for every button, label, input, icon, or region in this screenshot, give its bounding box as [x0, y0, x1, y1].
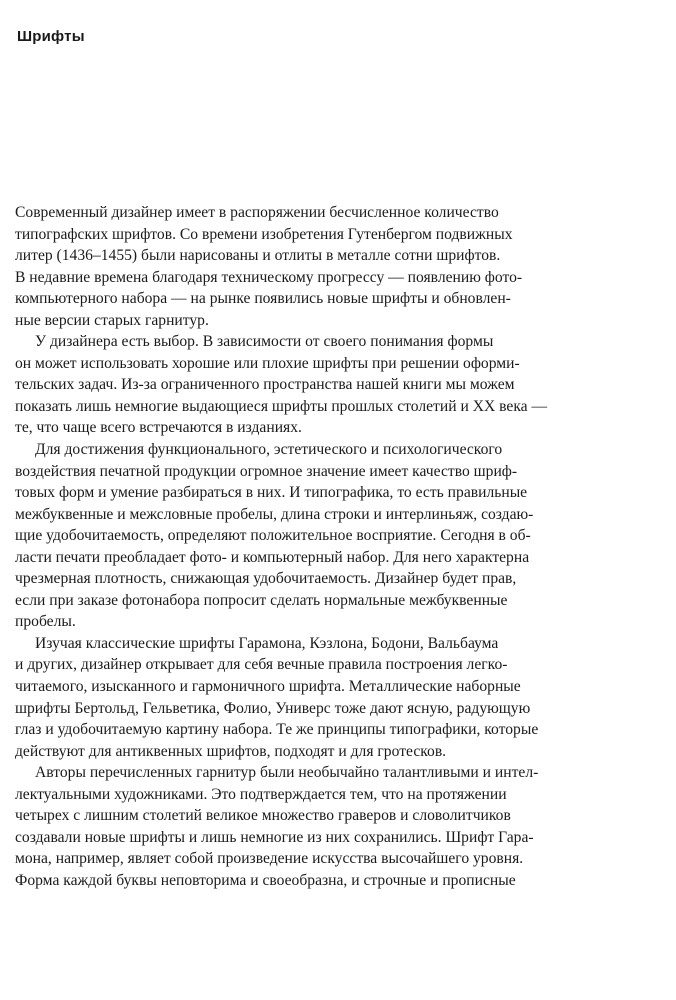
- text-line: литер (1436–1455) были нарисованы и отлиты в металле сотни шрифтов.: [15, 247, 501, 265]
- text-line: действуют для антиквенных шрифтов, подходят и для гротесков.: [15, 742, 447, 760]
- text-line: глаз и удобочитаемую картину набора. Те же принципы типографики, которые: [15, 721, 539, 739]
- text-line: Современный дизайнер имеет в распоряжении бесчисленное количество: [15, 204, 499, 221]
- text-line: типографских шрифтов. Со времени изобретения Гутенбергом подвижных: [15, 225, 513, 243]
- text-line: У дизайнера есть выбор. В зависимости от своего понимания формы: [35, 333, 494, 351]
- page-heading: Шрифты: [17, 28, 85, 45]
- text-line: показать лишь немногие выдающиеся шрифты прошлых столетий и XX века —: [15, 397, 548, 415]
- text-line: Для достижения функционального, эстетического и психологического: [35, 441, 503, 459]
- text-line: и других, дизайнер открывает для себя вечные правила построения легко-: [15, 656, 508, 674]
- text-line: межбуквенные и межсловные пробелы, длина строки и интерлиньяж, создаю-: [15, 505, 534, 523]
- text-line: читаемого, изысканного и гармоничного шрифта. Металлические наборные: [15, 678, 521, 696]
- text-line: создавали новые шрифты и лишь немногие из них сохранились. Шрифт Гара-: [15, 828, 534, 846]
- text-line: ласти печати преобладает фото- и компьютерный набор. Для него характерна: [15, 548, 530, 566]
- text-line: четырех с лишним столетий великое множество граверов и словолитчиков: [15, 807, 511, 825]
- text-line: товых форм и умение разбираться в них. И типографика, то есть правильные: [15, 484, 528, 502]
- text-line: Изучая классические шрифты Гарамона, Кэзлона, Бодони, Вальбаума: [35, 634, 499, 652]
- text-line: воздействия печатной продукции огромное значение имеет качество шриф-: [15, 462, 518, 480]
- paragraph: [15, 762, 655, 891]
- text-line: щие удобочитаемость, определяют положительное восприятие. Сегодня в об-: [15, 527, 531, 545]
- paragraph: [15, 331, 655, 439]
- text-line: шрифты Бертольд, Гельветика, Фолио, Универс тоже дают ясную, радующую: [15, 699, 531, 717]
- text-line: те, что чаще всего встречаются в изданиях.: [15, 419, 302, 437]
- text-line: он может использовать хорошие или плохие шрифты при решении оформи-: [15, 354, 520, 372]
- text-line: Форма каждой буквы неповторима и своеобразна, и строчные и прописные: [15, 871, 516, 889]
- text-line: ные версии старых гарнитур.: [15, 311, 209, 329]
- text-line: компьютерного набора — на рынке появились новые шрифты и обновлен-: [15, 290, 511, 308]
- text-line: тельских задач. Из-за ограниченного пространства нашей книги мы можем: [15, 376, 515, 394]
- text-line: пробелы.: [15, 613, 76, 631]
- text-line: чрезмерная плотность, снижающая удобочитаемость. Дизайнер будет прав,: [15, 570, 517, 588]
- paragraph: [15, 633, 655, 762]
- text-line: если при заказе фотонабора попросит сделать нормальные межбуквенные: [15, 591, 508, 609]
- text-line: Авторы перечисленных гарнитур были необычайно талантливыми и интел-: [35, 764, 539, 782]
- text-line: лектуальными художниками. Это подтверждается тем, что на протяжении: [15, 785, 507, 803]
- text-line: В недавние времена благодаря техническому прогрессу — появлению фото-: [15, 268, 523, 286]
- text-line: мона, например, являет собой произведение искусства высочайшего уровня.: [15, 850, 524, 868]
- paragraph: [15, 202, 655, 331]
- paragraph: [15, 439, 655, 633]
- body-text: [15, 202, 655, 892]
